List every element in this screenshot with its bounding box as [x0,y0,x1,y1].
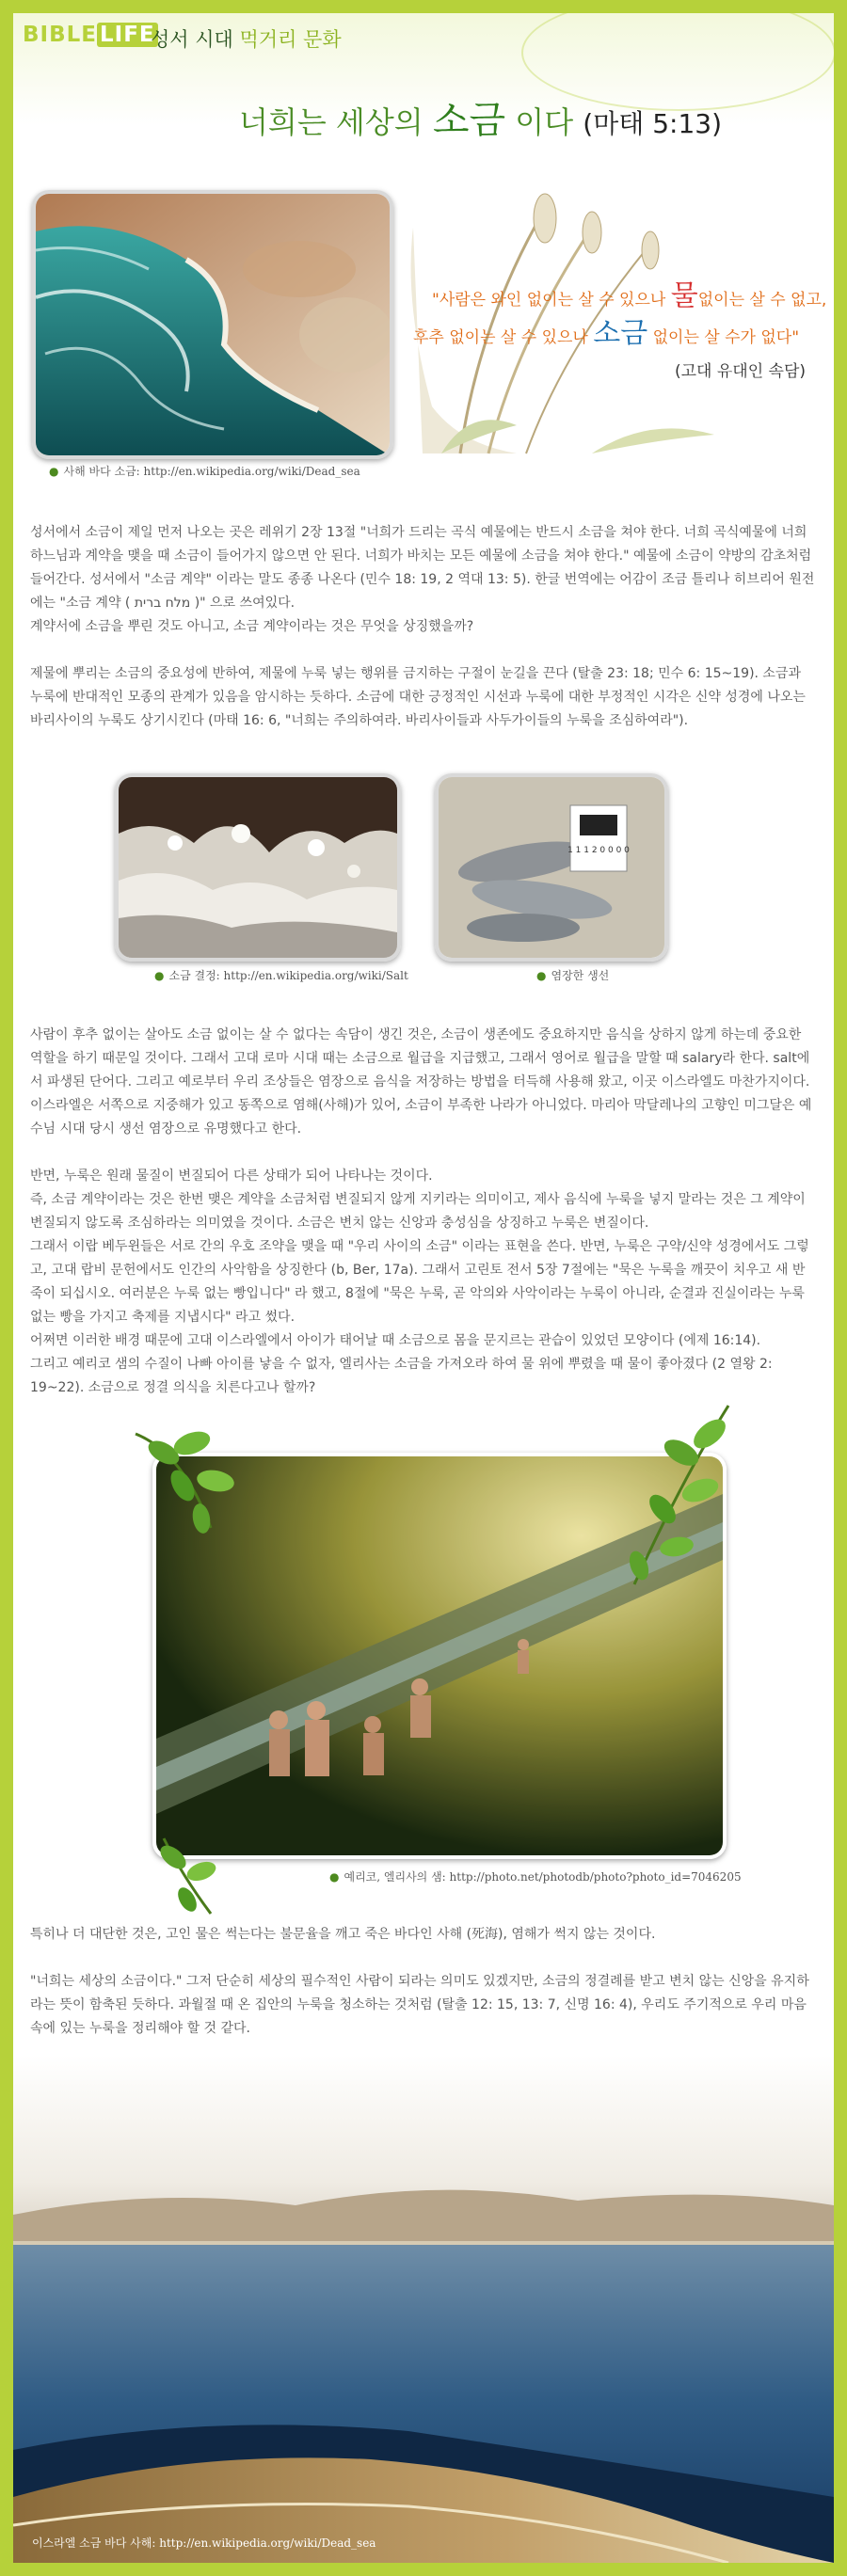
leaves-decoration-top-right [597,1396,747,1594]
paragraph: 그리고 예리코 샘의 수질이 나빠 아이를 낳을 수 없자, 엘리사는 소금을 가져오라 하여 물 위에 뿌렸을 때 물이 좋아졌다 (2 열왕 2: 19~22). 소금으로 정결 의식을 치른다고나 할까? [30,1357,773,1395]
salt-crystal-photo [115,773,401,962]
dead-sea-panorama-caption: 이스라엘 소금 바다 사해: http://en.wikipedia.org/wiki/Dead_sea [32,2536,376,2550]
dead-sea-salt-image [36,194,390,455]
elisha-spring-caption: ● 예리코, 엘리사의 샘: http://photo.net/photodb/photo?photo_id=7046205 [329,1870,742,1884]
paragraph: 제물에 뿌리는 소금의 중요성에 반하여, 제물에 누룩 넣는 행위를 금지하는 구절이 눈길을 끈다 (탈출 23: 18; 민수 6: 15~19). 소금과 누룩에 반대적인 모종의 관계가 있음을 암시하는 듯하다. 소금에 대한 긍정적인 시선과 누룩에 대한 부정적인 시각은 신약 성경에 나오는 바리사이의 누룩도 상기시킨다 (마태 16: 6, "너희는 주의하여라. 바리사이들과 사두가이들의 누룩을 조심하여라"). [30,666,806,728]
quote-line-2: 후추 없이는 살 수 있으나 소금 없이는 살 수가 없다" [413,317,800,350]
section-3-text [30,1923,817,2064]
salt-crystal-caption: ● 소금 결정: http://en.wikipedia.org/wiki/Salt [154,969,408,982]
article-frame [13,13,834,2563]
price-label-text: 1 1 1 2 0 0 0 0 [567,846,630,855]
series-title: 성서 시대 먹거리 문화 [151,28,342,51]
salt-crystal-image [119,777,397,958]
quote-source: (고대 유대인 속담) [675,362,807,381]
hero-caption: ● 사해 바다 소금: http://en.wikipedia.org/wiki/Dead_sea [49,465,360,478]
leaves-decoration-bottom-left [145,1829,239,1923]
salted-fish-photo [435,773,668,962]
section-1-text [30,521,817,756]
paragraph: "너희는 세상의 소금이다." 그저 단순히 세상의 필수적인 사람이 되라는 의미도 있겠지만, 소금의 정결례를 받고 변치 않는 신앙을 유지하라는 뜻이 함축된 듯하다. 과월절 때 온 집안의 누룩을 청소하는 것처럼 (탈출 12: 15, 13: 7, 신명 16: 4), 우리도 주기적으로 우리 마음 속에 있는 누룩을 정리해야 할 것 같다. [30,1974,809,2036]
dead-sea-panorama [13,2055,834,2563]
salted-fish-caption: ● 염장한 생선 [536,969,610,982]
paragraph: 사람이 후추 없이는 살아도 소금 없이는 살 수 없다는 속담이 생긴 것은, 소금이 생존에도 중요하지만 음식을 상하지 않게 하는데 중요한 역할을 하기 때문일 것이다. 그래서 고대 로마 시대 때는 소금으로 월급을 지급했고, 그래서 영어로 월급을 말할 때 salary라 한다. salt에서 파생된 단어다. 그리고 예로부터 우리 조상들은 염장으로 음식을 저장하는 방법을 터득해 사용해 왔고, 이곳 이스라엘도 마찬가지이다. 이스라엘은 서쪽으로 지중해가 있고 동쪽으로 염해(사해)가 있어, 소금이 부족한 나라가 아니었다. 마리아 막달레나의 고향인 미그달은 예수님 시대 당시 생선 염장으로 유명했다고 한다. [30,1027,812,1137]
header [13,13,834,173]
paragraph: 어쩌면 이러한 배경 때문에 고대 이스라엘에서 아이가 태어날 때 소금으로 몸을 문지르는 관습이 있었던 모양이다 (에제 16:14). [30,1333,761,1348]
proverb-quote [404,190,832,458]
brand-logo: BIBLE LIFE [23,23,158,47]
paragraph: 계약서에 소금을 뿌린 것도 아니고, 소금 계약이라는 것은 무엇을 상징했을까? [30,619,474,634]
paragraph: 그래서 이랍 베두윈들은 서로 간의 우호 조약을 맺을 때 "우리 사이의 소금" 이라는 표현을 쓴다. 반면, 누룩은 구약/신약 성경에서도 그렇고, 고대 랍비 문헌에서도 인간의 사악함을 상징한다 (b, Ber, 17a). 그래서 고린토 전서 5장 7절에는 "묵은 누룩을 깨끗이 치우고 새 반죽이 되십시오. 여러분은 누룩 없는 빵입니다" 라 했고, 8절에 "묵은 누룩, 곧 악의와 사악이라는 누룩이 아니라, 순결과 진실이라는 누룩 없는 빵을 가지고 축제를 지냅시다" 라고 썼다. [30,1239,809,1325]
paragraph: 즉, 소금 계약이라는 것은 한번 맺은 계약을 소금처럼 변질되지 않게 지키라는 의미이고, 제사 음식에 누룩을 넣지 말라는 것은 그 계약이 변질되지 않도록 조심하라는 의미였을 것이다. 소금은 변치 않는 신앙과 충성심을 상징하고 누룩은 변질이다. [30,1192,806,1231]
dead-sea-salt-photo [32,190,393,459]
page-title: 너희는 세상의 소금 이다 (마태 5:13) [239,99,723,142]
quote-line-1: "사람은 와인 없이는 살 수 있으나 물없이는 살 수 없고, [432,279,827,312]
paragraph: 성서에서 소금이 제일 먼저 나오는 곳은 레위기 2장 13절 "너희가 드리는 곡식 예물에는 반드시 소금을 쳐야 한다. 너희 곡식예물에 너희 하느님과 계약을 맺을 때 소금이 들어가지 않으면 안 된다. 너희가 바치는 모든 예물에 소금을 쳐야 한다." 예물에 소금이 약방의 감초처럼 들어간다. 성서에서 "소금 계약" 이라는 말도 종종 나온다 (민수 18: 19, 2 역대 13: 5). 한글 번역에는 어감이 조금 틀리나 히브리어 원전에는 "소금 계약 ( מלח ברית )" 으로 쓰여있다. [30,525,815,611]
salted-fish-image [439,777,664,958]
dead-sea-panorama-image [13,2055,834,2563]
leaves-decoration-top-left [126,1415,267,1556]
paragraph: 반면, 누룩은 원래 물질이 변질되어 다른 상태가 되어 나타나는 것이다. [30,1169,433,1184]
paragraph: 특히나 더 대단한 것은, 고인 물은 썩는다는 불문율을 깨고 죽은 바다인 사해 (死海), 염해가 썩지 않는 것이다. [30,1927,656,1942]
section-2-text [30,1024,817,1400]
